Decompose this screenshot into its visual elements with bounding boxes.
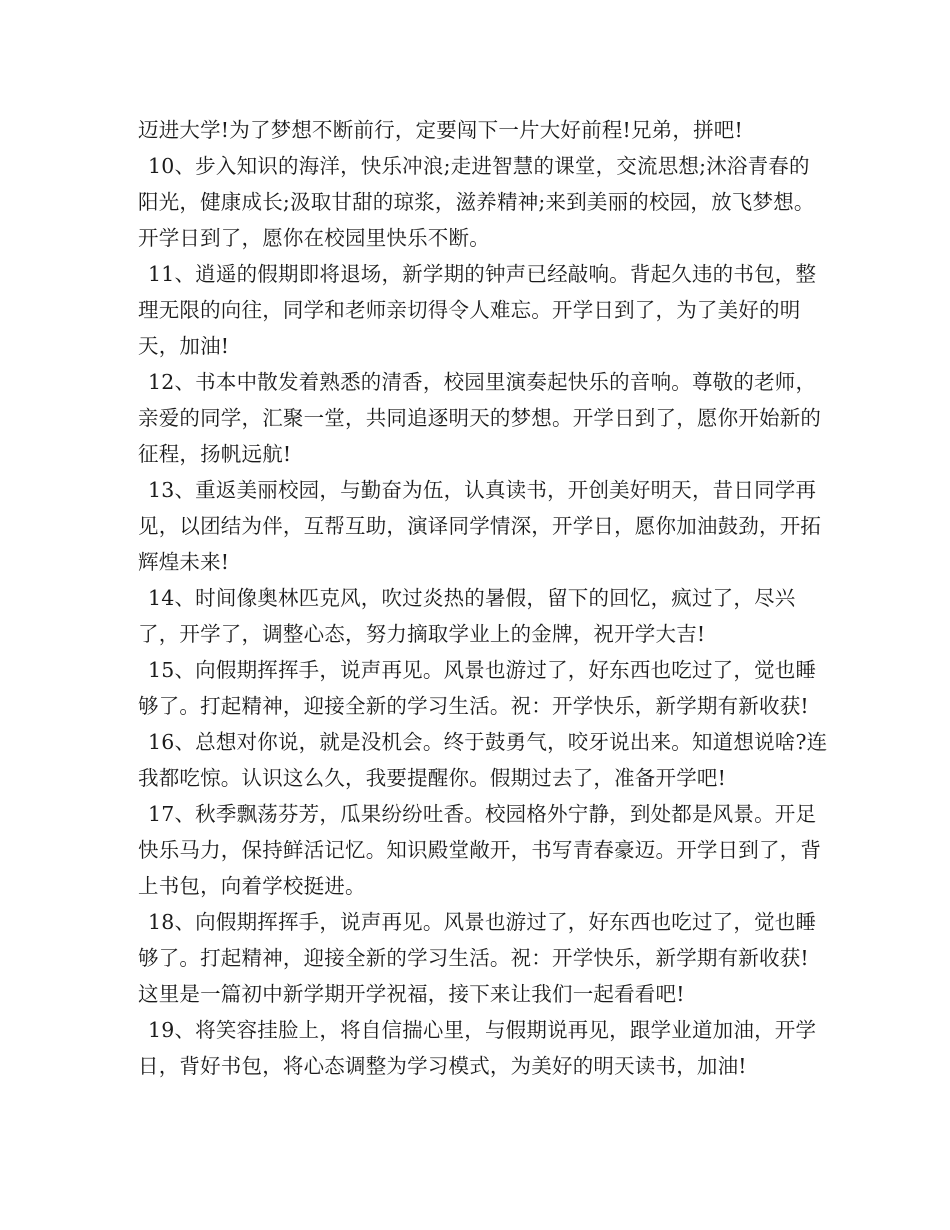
paragraph-item-19: 19、将笑容挂脸上，将自信揣心里，与假期说再见，跟学业道加油，开学日，背好书包，将心态调整为学习模式，为美好的明天读书，加油! [138,1018,817,1078]
paragraph-item-10: 10、步入知识的海洋，快乐冲浪;走进智慧的课堂，交流思想;沐浴青春的阳光，健康成长;汲取甘甜的琼浆，滋养精神;来到美丽的校园，放飞梦想。开学日到了，愿你在校园里快乐不断。 [138,154,815,250]
paragraph-item-11: 11、逍遥的假期即将退场，新学期的钟声已经敲响。背起久违的书包，整理无限的向往，同学和老师亲切得令人难忘。开学日到了，为了美好的明天，加油! [138,262,817,358]
paragraph-item-14: 14、时间像奥林匹克风，吹过炎热的暑假，留下的回忆，疯过了，尽兴了，开学了，调整心态，努力摘取学业上的金牌，祝开学大吉! [138,586,796,646]
paragraph-item-17: 17、秋季飘荡芬芳，瓜果纷纷吐香。校园格外宁静，到处都是风景。开足快乐马力，保持鲜活记忆。知识殿堂敞开，书写青春豪迈。开学日到了，背上书包，向着学校挺进。 [138,802,822,898]
paragraph-continuation: 迈进大学!为了梦想不断前行，定要闯下一片大好前程!兄弟，拼吧! [138,118,743,142]
paragraph-item-15: 15、向假期挥挥手，说声再见。风景也游过了，好东西也吃过了，觉也睡够了。打起精神，迎接全新的学习生活。祝：开学快乐，新学期有新收获! [138,658,817,718]
paragraph-item-16: 16、总想对你说，就是没机会。终于鼓勇气，咬牙说出来。知道想说啥?连我都吃惊。认识这么久，我要提醒你。假期过去了，准备开学吧! [138,730,828,790]
paragraph-item-13: 13、重返美丽校园，与勤奋为伍，认真读书，开创美好明天，昔日同学再见，以团结为伴，互帮互助，演译同学情深，开学日，愿你加油鼓劲，开拓辉煌未来! [138,478,822,574]
document-body [138,112,828,1084]
paragraph-item-12: 12、书本中散发着熟悉的清香，校园里演奏起快乐的音响。尊敬的老师，亲爱的同学，汇聚一堂，共同追逐明天的梦想。开学日到了，愿你开始新的征程，扬帆远航! [138,370,822,466]
paragraph-item-18: 18、向假期挥挥手，说声再见。风景也游过了，好东西也吃过了，觉也睡够了。打起精神，迎接全新的学习生活。祝：开学快乐，新学期有新收获!这里是一篇初中新学期开学祝福，接下来让我们一起看看吧! [138,910,817,1006]
